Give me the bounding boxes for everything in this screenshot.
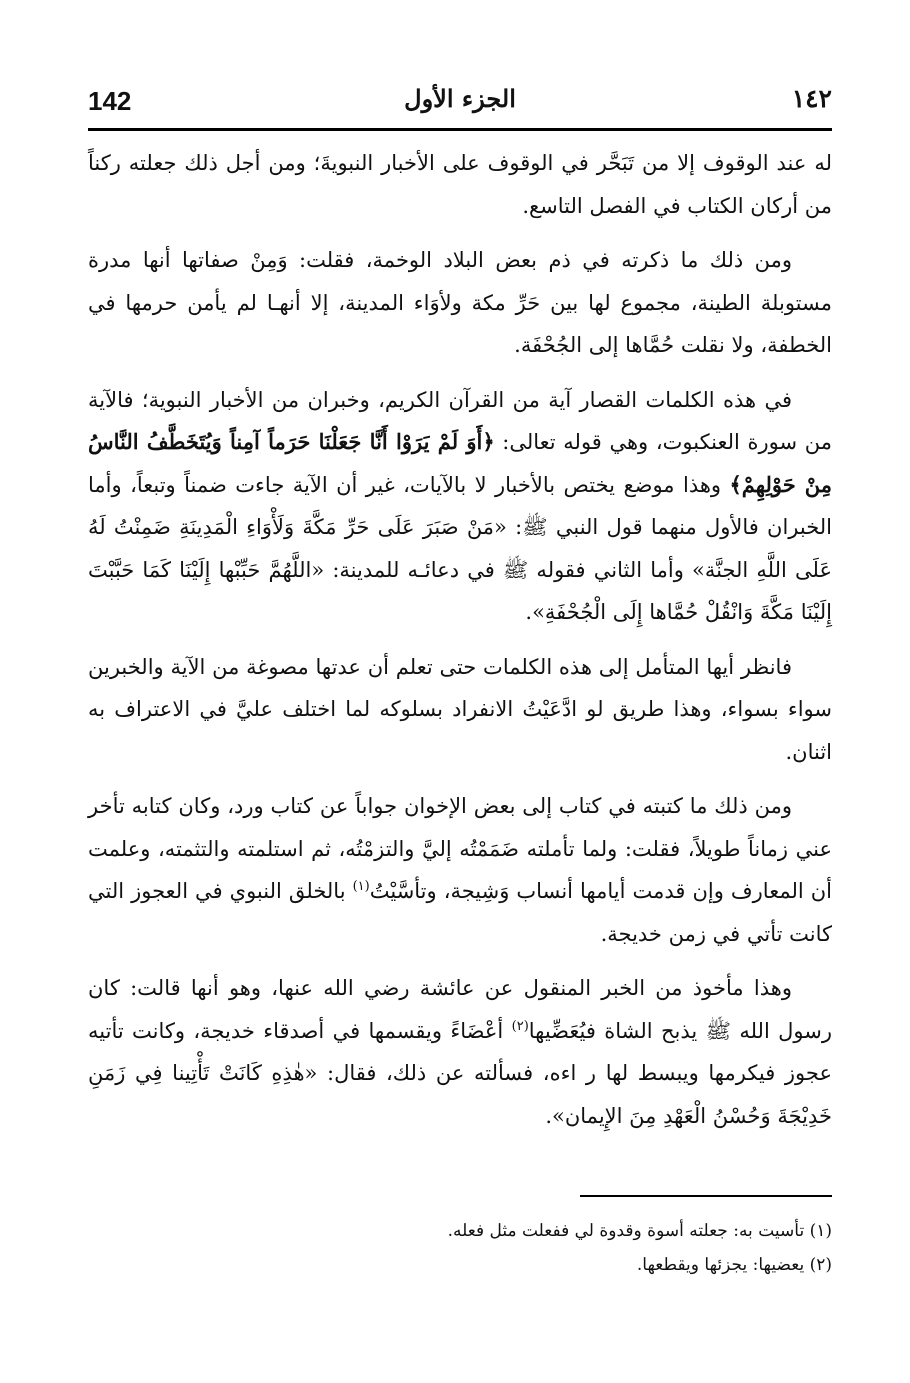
hadith-quote-1: «مَنْ صَبَرَ عَلَى حَرِّ مَكَّةَ وَلَأْوَاءِ الْمَدِينَةِ ضَمِنْتُ لَهُ عَلَى اللَّهِ الجنَّة»: [88, 515, 832, 582]
main-text: [88, 142, 832, 1149]
footnote-marker-2[interactable]: (٢): [511, 1018, 529, 1034]
hadith-quote-3: «هٰذِهِ كَانَتْ تَأْتِينا فِي زَمَنِ خَدِيْجَةَ وَحُسْنُ الْعَهْدِ مِنَ الإِيمان»: [88, 1061, 832, 1128]
page-number-arabic: ١٤٢: [791, 84, 832, 113]
footnote-divider: [580, 1195, 832, 1197]
footnote-1: (١) تأسيت به: جعلته أسوة وقدوة لي ففعلت مثل فعله.: [447, 1221, 832, 1241]
paragraph-6-text-c: .: [545, 1103, 553, 1128]
paragraph-5-text-a: ومن ذلك ما كتبته في كتاب إلى بعض الإخوان جواباً عن كتاب ورد، وكان كتابه تأخر عني زماناً طويلاً، فقلت: ولما تأملته ضَمَمْتُه إليَّ والتزمْتُه، ثم استلمته والتثمته، وعلمت أن المعارف وإن قدمت أيامها أنساب وَشِيجة، وتأسَّيْتُ: [88, 794, 832, 903]
footnotes: [88, 1214, 832, 1282]
paragraph-1: له عند الوقوف إلا من تَبَحَّر في الوقوف على الأخبار النبويةَ؛ ومن أجل ذلك جعلته ركناً من أركان الكتاب في الفصل التاسع.: [88, 151, 832, 218]
paragraph-2: ومن ذلك ما ذكرته في ذم بعض البلاد الوخمة، فقلت: وَمِنْ صفاتها أنها مدرة مستوبلة الطينة، مجموع لها بين حَرِّ مكة ولأوَاء المدينة، إلا أنهـا لم يأمن حرمها في الخطفة، ولا نقلت حُمَّاها إلى الجُحْفَة.: [88, 248, 832, 357]
paragraph-3: [88, 379, 832, 634]
paragraph-3-text-a: في هذه الكلمات القصار آية من القرآن الكريم، وخبران من الأخبار النبوية؛ فالآية من سورة العنكبوت، وهي قوله تعالى:: [88, 387, 832, 454]
running-title: الجزء الأول: [404, 84, 516, 113]
paragraph-4: فانظر أيها المتأمل إلى هذه الكلمات حتى تعلم أن عدتها مصوغة من الآية والخبرين سواء بسواء، وهذا طريق لو ادَّعَيْتُ الانفراد بسلوكه لما اختلف عليَّ في الاعتراف به اثنان.: [88, 654, 832, 764]
paragraph-3-text-c: وأما الثاني فقوله ﷺ في دعائـه للمدينة:: [324, 557, 693, 582]
paragraph-3-text-d: .: [525, 600, 533, 624]
paragraph-3-text-b: وهذا موضع يختص بالأخبار لا بالآيات، غير أن الآية جاءت ضمناً وتبعاً، وأما الخبران فالأول منهما قول النبي ﷺ:: [88, 472, 832, 539]
paragraph-6-text-a: وهذا مأخوذ من الخبر المنقول عن عائشة رضي الله عنها، وهو أنها قالت: كان رسول الله ﷺ يذبح الشاة فيُعَضِّيها: [88, 976, 832, 1043]
page-header: [88, 84, 832, 131]
paragraph-5: [88, 785, 832, 955]
hadith-quote-2: «اللَّهُمَّ حَبِّبْها إِلَيْنَا كَمَا حَبَّبْتَ إِلَيْنَا مَكَّةَ وَانْقُلْ حُمَّاها إِلَى الْجُحْفَةِ»: [88, 557, 832, 624]
paragraph-6: [88, 967, 832, 1137]
footnote-2: (٢) يعضيها: يجزئها ويقطعها.: [636, 1255, 832, 1275]
footnote-marker-1[interactable]: (١): [352, 879, 370, 894]
paragraph-5-text-b: بالخلق النبوي في العجوز التي كانت تأتي في زمن خديجة.: [88, 879, 832, 946]
quran-verse: ﴿أَوَ لَمْ يَرَوْا أَنَّا جَعَلْنَا حَرَماً آمِناً وَيُتَخَطَّفُ النَّاسُ مِنْ حَوْلِهِمْ﴾: [88, 429, 832, 497]
page-number-latin: 142: [88, 86, 132, 116]
paragraph-6-text-b: أعْضَاءً ويقسمها في أصدقاء خديجة، وكانت تأتيه عجوز فيكرمها ويبسط لها ر اءه، فسألته عن ذلك، فقال:: [88, 1018, 832, 1085]
